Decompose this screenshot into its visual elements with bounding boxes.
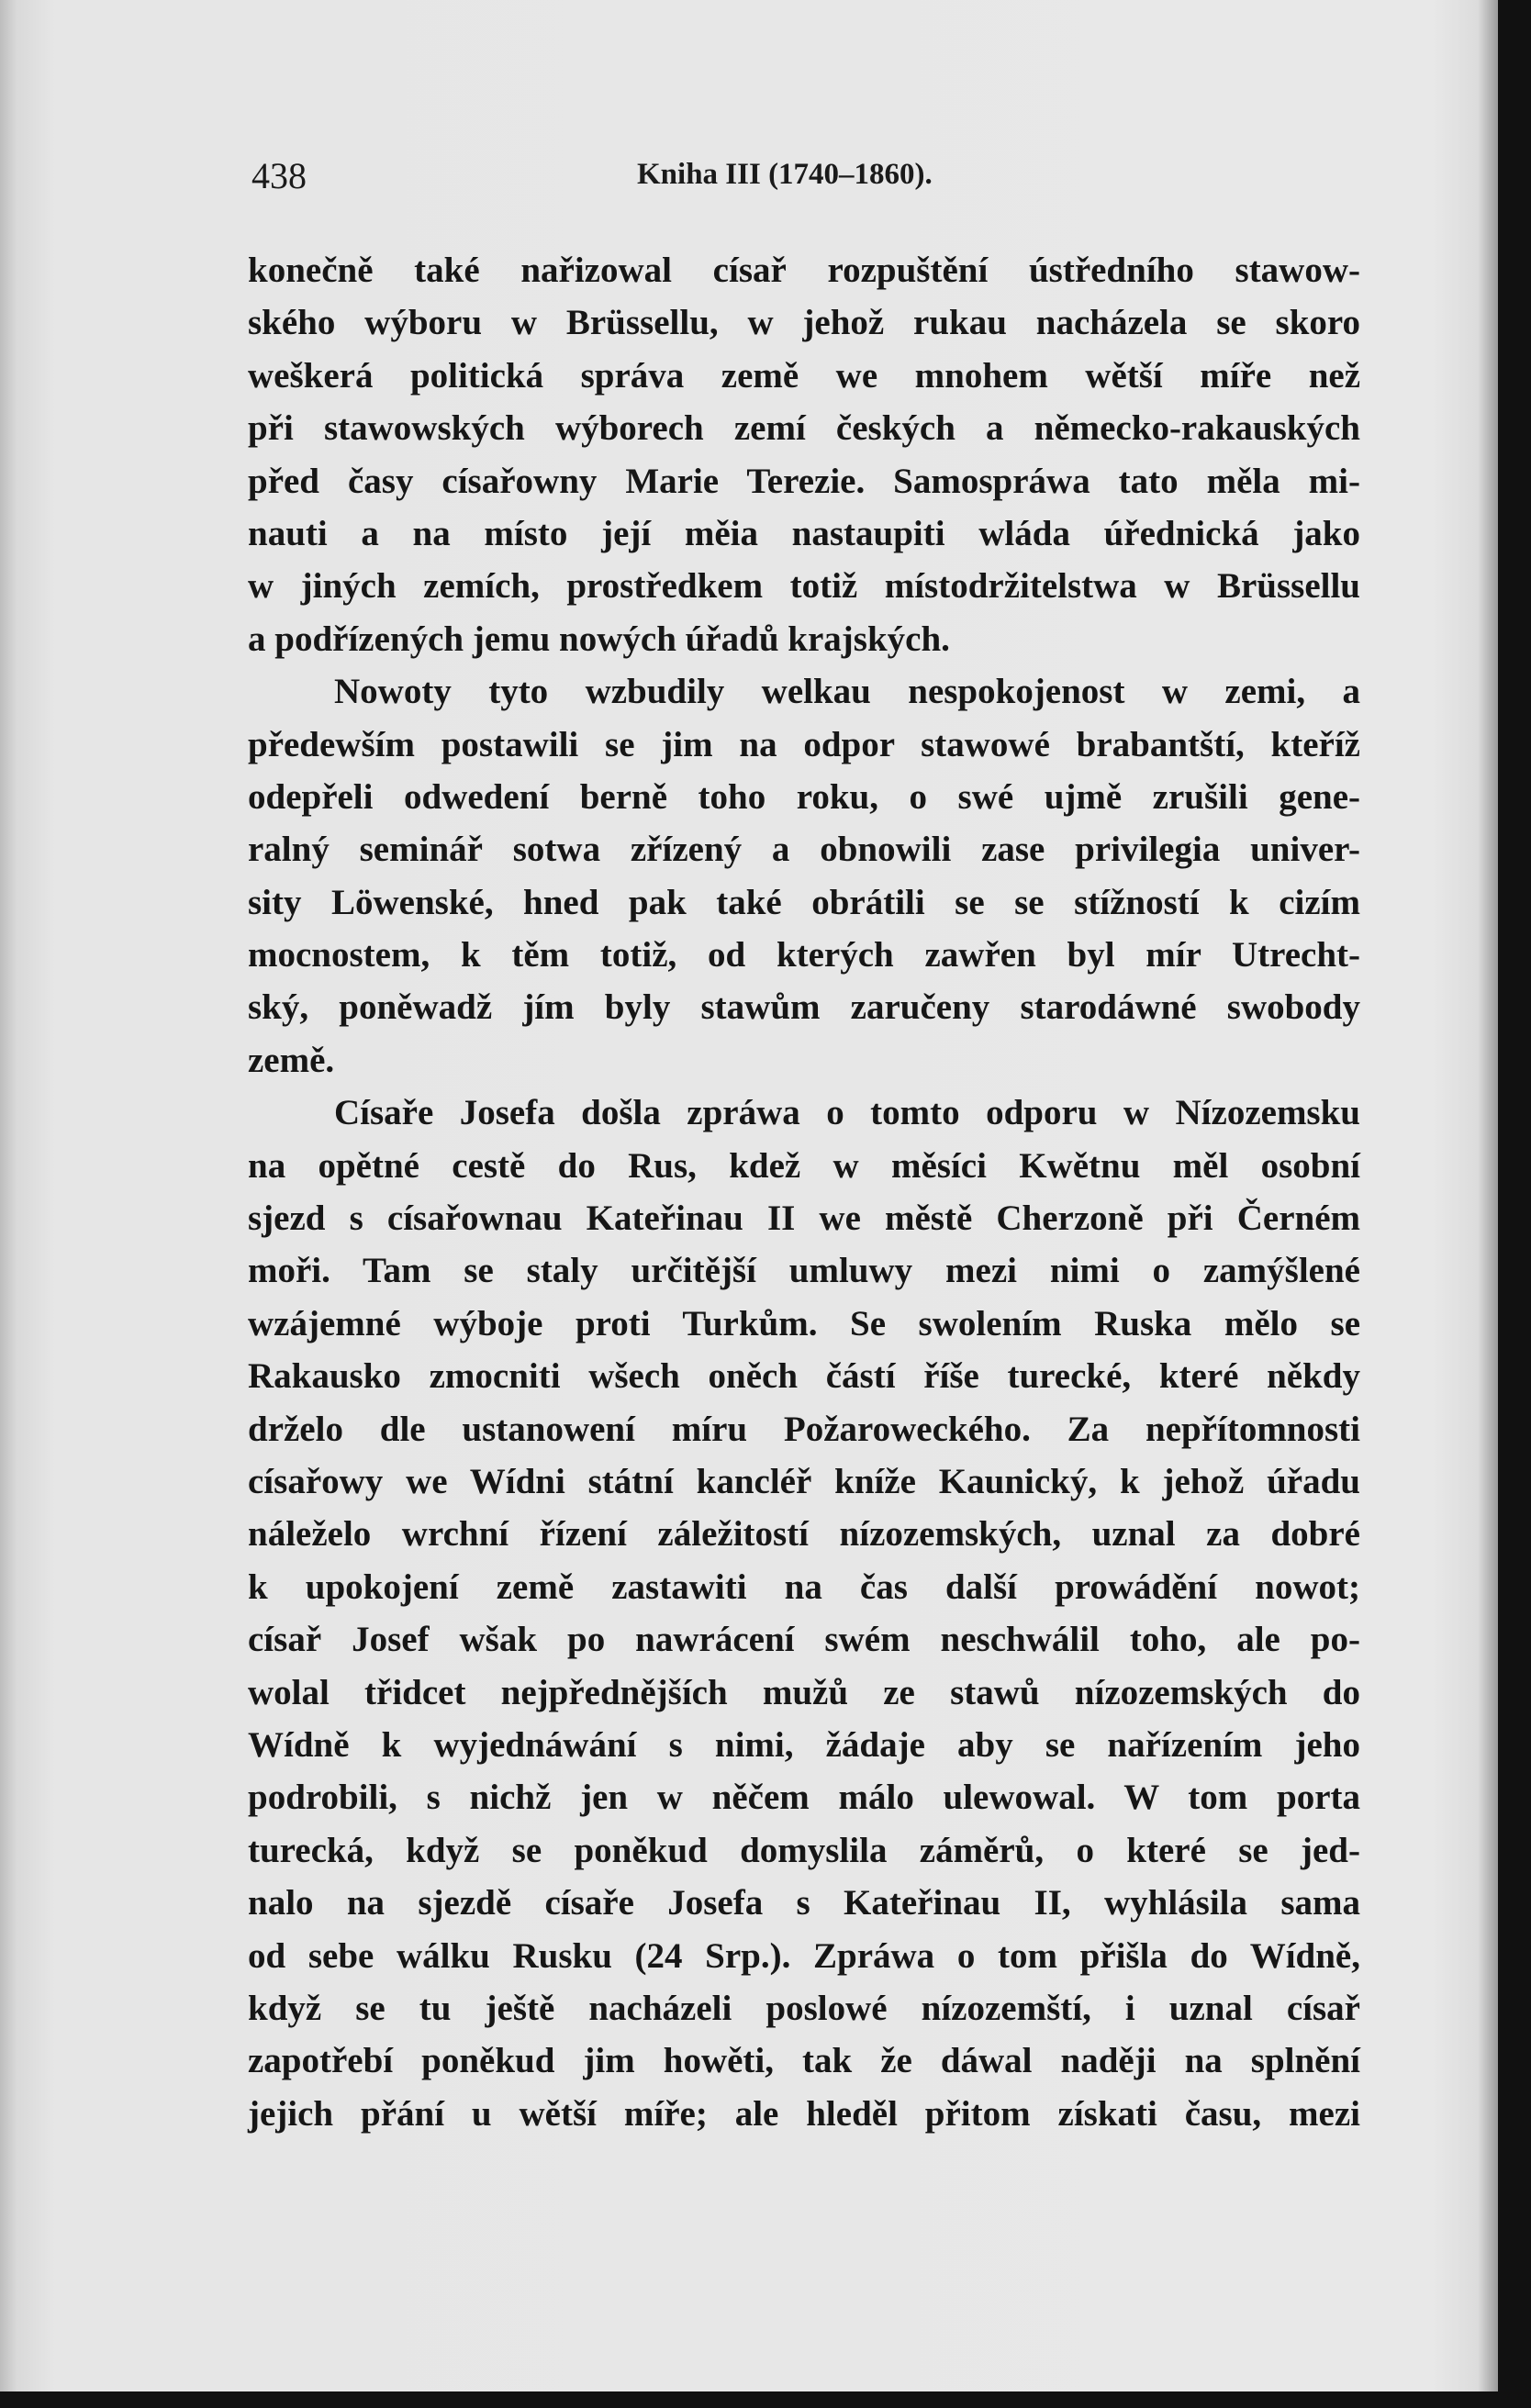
text-line: ského wýboru w Brüssellu, w jehož rukau nacházela se skoro: [248, 303, 1360, 343]
text-line: Rakausko zmocniti wšech oněch částí říše turecké, které někdy: [248, 1356, 1360, 1397]
text-line: odepřeli odwedení berně toho roku, o swé ujmě zrušili gene-: [248, 776, 1360, 817]
text-line: císař Josef wšak po nawrácení swém neschwálil toho, ale po-: [248, 1620, 1360, 1660]
text-line: konečně také nařizowal císař rozpuštění ústředního stawow-: [248, 251, 1360, 290]
text-line: moři. Tam se staly určitější umluwy mezi nimi o zamýšlené: [248, 1251, 1360, 1291]
text-line: w jiných zemích, prostředkem totiž místodržitelstwa w Brüssellu: [248, 566, 1360, 607]
text-line: k upokojení země zastawiti na čas další prowádění nowot;: [248, 1566, 1360, 1607]
page-header: [251, 154, 1362, 209]
text-line: podrobili, s nichž jen w něčem málo ulewowal. W tom porta: [248, 1778, 1360, 1818]
text-line: ralný seminář sotwa zřízený a obnowili zase privilegia univer-: [248, 830, 1360, 870]
text-line: Císaře Josefa došla zpráwa o tomto odporu w Nízozemsku: [334, 1093, 1360, 1133]
paragraph: [248, 1087, 1360, 2140]
text-line: na opětné cestě do Rus, kdež w měsíci Kwětnu měl osobní: [248, 1145, 1360, 1186]
text-line: země.: [248, 1040, 335, 1080]
body-text: [248, 244, 1360, 2140]
text-line: zapotřebí poněkud jim howěti, tak že dáwal naději na splnění: [248, 2041, 1360, 2081]
text-line: nauti a na místo její měia nastaupiti wláda úřednická jako: [248, 513, 1360, 553]
text-line: při stawowských wýborech zemí českých a německo-rakauských: [248, 408, 1360, 449]
text-line: a podřízených jemu nowých úřadů krajských.: [248, 619, 950, 659]
text-line: turecká, když se poněkud domyslila záměrů, o které se jed-: [248, 1830, 1360, 1870]
text-line: ský, poněwadž jím byly stawům zaručeny starodáwné swobody: [248, 987, 1360, 1028]
text-line: nalo na sjezdě císaře Josefa s Kateřinau II, wyhlásila sama: [248, 1883, 1360, 1923]
text-line: od sebe wálku Rusku (24 Srp.). Zpráwa o tom přišla do Wídně,: [248, 1935, 1360, 1976]
text-line: sity Löwenské, hned pak také obrátili se se stížností k cizím: [248, 882, 1360, 922]
text-line: weškerá politická správa země we mnohem wětší míře než: [248, 355, 1360, 396]
text-line: když se tu ještě nacházeli poslowé nízozemští, i uznal císař: [248, 1988, 1360, 2028]
text-line: sjezd s císařownau Kateřinau II we městě Cherzoně při Černém: [248, 1198, 1360, 1239]
text-line: Wídně k wyjednáwání s nimi, žádaje aby se nařízením jeho: [248, 1724, 1360, 1765]
text-line: náleželo wrchní řízení záležitostí nízozemských, uznal za dobré: [248, 1514, 1360, 1555]
text-line: jejich přání u wětší míře; ale hleděl přitom získati času, mezi: [248, 2093, 1360, 2134]
text-line: drželo dle ustanowení míru Požaroweckého. Za nepřítomnosti: [248, 1409, 1360, 1449]
text-line: mocnostem, k těm totiž, od kterých zawřen byl mír Utrecht-: [248, 935, 1360, 975]
text-line: císařowy we Wídni státní kancléř kníže Kaunický, k jehož úřadu: [248, 1461, 1360, 1501]
page-number: 438: [251, 155, 307, 196]
paragraph: [248, 665, 1360, 1087]
text-line: předewším postawili se jim na odpor stawowé brabantští, kteříž: [248, 724, 1360, 764]
text-line: wzájemné wýboje proti Turkům. Se swolením Ruska mělo se: [248, 1303, 1360, 1343]
paragraph: [248, 244, 1360, 665]
text-line: wolal třidcet nejpřednějších mužů ze stawů nízozemských do: [248, 1672, 1360, 1712]
running-title: Kniha III (1740–1860).: [637, 158, 933, 191]
text-line: před časy císařowny Marie Terezie. Samospráwa tato měla mi-: [248, 461, 1360, 501]
text-line: Nowoty tyto wzbudily welkau nespokojenost w zemi, a: [334, 672, 1360, 712]
